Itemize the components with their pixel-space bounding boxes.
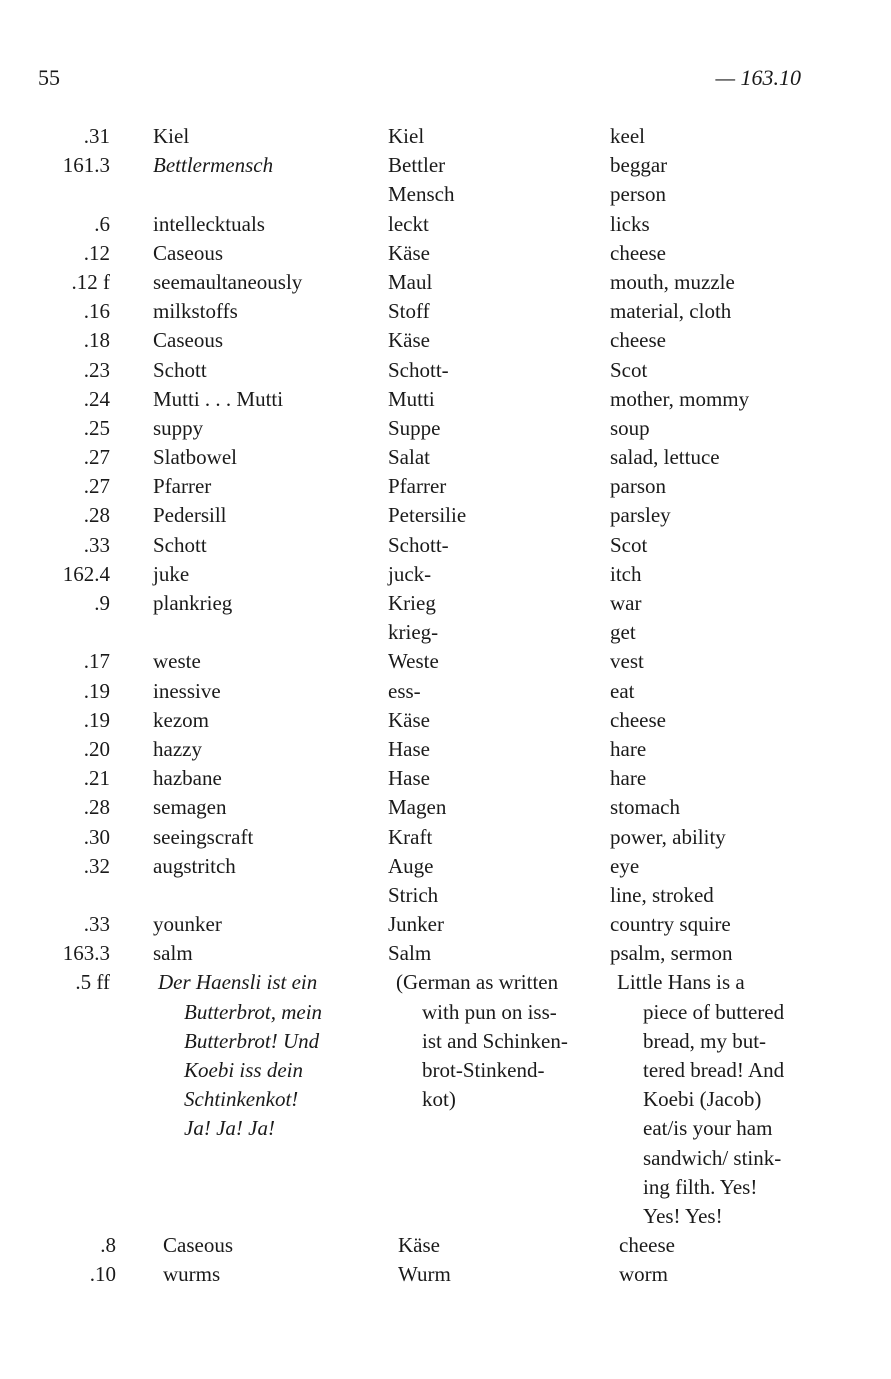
english-gloss: itch — [610, 561, 642, 586]
english-gloss: psalm, sermon — [610, 941, 733, 966]
english-gloss: material, cloth — [610, 299, 732, 324]
wake-passage-line: Butterbrot, mein — [184, 999, 323, 1024]
german-root: Schott- — [388, 357, 449, 382]
english-translation-line: Yes! Yes! — [643, 1203, 723, 1228]
english-gloss: eat — [610, 678, 635, 703]
german-root: Hase — [388, 736, 430, 761]
glossary-row — [0, 501, 891, 530]
wake-word: Pedersill — [153, 503, 227, 528]
line-reference: .21 — [83, 766, 110, 791]
wake-word: seemaultaneously — [153, 269, 303, 294]
line-reference: .17 — [83, 649, 110, 674]
line-reference: .33 — [83, 532, 110, 557]
wake-passage-line: Der Haensli ist ein — [158, 970, 318, 995]
english-gloss: cheese — [619, 1233, 675, 1258]
german-root: Schott- — [388, 532, 449, 557]
german-root: juck- — [388, 561, 432, 586]
glossary-row — [0, 560, 891, 589]
glossary-row — [0, 472, 891, 501]
glossary-row — [0, 939, 891, 968]
german-root: Hase — [388, 766, 430, 791]
wake-word: juke — [153, 561, 190, 586]
english-gloss: parson — [610, 474, 666, 499]
glossary-row — [0, 239, 891, 268]
glossary-row — [0, 589, 891, 618]
english-gloss: line, stroked — [610, 882, 714, 907]
german-root: Käse — [388, 707, 430, 732]
line-reference: .23 — [83, 357, 110, 382]
german-root: Salat — [388, 445, 430, 470]
english-gloss: parsley — [610, 503, 671, 528]
english-gloss: person — [610, 182, 666, 207]
glossary-row — [0, 268, 891, 297]
wake-passage-line: Koebi iss dein — [184, 1058, 303, 1082]
line-reference: .27 — [83, 474, 110, 499]
glossary-block-line — [0, 1173, 891, 1202]
glossary-table — [0, 122, 891, 1290]
glossary-row — [0, 823, 891, 852]
wake-word: milkstoffs — [153, 299, 238, 324]
wake-word: Caseous — [153, 328, 223, 353]
glossary-row — [0, 735, 891, 764]
german-note-line: brot-Stinkend- — [422, 1058, 545, 1082]
german-root: Salm — [388, 941, 432, 966]
english-gloss: cheese — [610, 240, 666, 265]
glossary-block-line — [0, 1114, 891, 1143]
glossary-row — [0, 443, 891, 472]
line-reference: .5 ff — [75, 970, 110, 995]
wake-word: Pfarrer — [153, 474, 212, 499]
glossary-row — [0, 706, 891, 735]
glossary-row — [0, 618, 891, 647]
wake-word: younker — [153, 912, 222, 937]
line-reference: .12 — [83, 240, 110, 265]
wake-word: kezom — [153, 707, 209, 732]
glossary-row — [0, 531, 891, 560]
english-gloss: hare — [610, 736, 647, 761]
glossary-block-line — [0, 1202, 891, 1231]
wake-word: Caseous — [153, 240, 223, 265]
english-gloss: Scot — [610, 357, 648, 382]
glossary-row — [0, 852, 891, 881]
wake-word: hazbane — [153, 766, 222, 791]
line-reference: .25 — [83, 415, 110, 440]
line-reference: .24 — [83, 386, 110, 411]
german-root: Petersilie — [388, 503, 467, 528]
line-reference: .20 — [83, 736, 110, 761]
glossary-row — [0, 122, 891, 151]
wake-word: Slatbowel — [153, 445, 237, 470]
english-gloss: vest — [610, 649, 644, 674]
english-translation-line: Koebi (Jacob) — [643, 1087, 762, 1112]
glossary-row — [0, 326, 891, 355]
line-reference: .8 — [100, 1233, 116, 1258]
english-gloss: keel — [610, 124, 645, 148]
wake-word: seeingscraft — [153, 824, 254, 849]
english-gloss: mouth, muzzle — [610, 269, 735, 294]
line-reference: .9 — [94, 591, 110, 615]
german-root: Käse — [398, 1233, 440, 1258]
glossary-block-line — [0, 1085, 891, 1114]
english-gloss: beggar — [610, 153, 668, 178]
german-root: Strich — [388, 882, 439, 907]
glossary-row — [0, 881, 891, 910]
english-gloss: licks — [610, 211, 650, 236]
german-root: krieg- — [388, 620, 439, 645]
english-translation-line: eat/is your ham — [643, 1116, 773, 1141]
english-gloss: war — [610, 591, 642, 615]
german-root: Krieg — [388, 591, 436, 615]
glossary-row — [0, 297, 891, 326]
line-reference: .32 — [83, 853, 110, 878]
wake-word: salm — [153, 941, 193, 966]
wake-word: semagen — [153, 795, 227, 820]
glossary-block-line — [0, 1144, 891, 1173]
glossary-row — [0, 356, 891, 385]
english-gloss: country squire — [610, 912, 731, 937]
glossary-row — [0, 647, 891, 676]
german-root: Weste — [388, 649, 439, 674]
glossary-row — [0, 385, 891, 414]
english-translation-line: ing filth. Yes! — [643, 1174, 758, 1199]
glossary-block-line — [0, 968, 891, 997]
wake-passage-line: Butterbrot! Und — [184, 1028, 320, 1053]
german-note-line: with pun on iss- — [422, 999, 557, 1024]
german-root: Kiel — [388, 124, 425, 148]
glossary-row — [0, 793, 891, 822]
line-reference: .18 — [83, 328, 110, 353]
german-root: Suppe — [388, 415, 441, 440]
german-root: Stoff — [388, 299, 430, 324]
glossary-row — [0, 1260, 891, 1289]
english-gloss: mother, mommy — [610, 386, 750, 411]
german-root: ess- — [388, 678, 421, 703]
line-reference: 162.4 — [62, 561, 110, 586]
line-reference: .19 — [83, 678, 110, 703]
english-gloss: soup — [610, 415, 650, 440]
english-gloss: eye — [610, 853, 640, 878]
wake-word: weste — [153, 649, 201, 674]
wake-word: wurms — [163, 1262, 221, 1287]
english-gloss: power, ability — [610, 824, 726, 849]
line-reference: .10 — [89, 1262, 116, 1287]
glossary-row — [0, 180, 891, 209]
glossary-row — [0, 1231, 891, 1260]
page-number: 55 — [38, 65, 60, 90]
german-root: Käse — [388, 240, 430, 265]
line-reference: .12 f — [71, 269, 110, 294]
wake-word: Schott — [153, 357, 207, 382]
glossary-row — [0, 151, 891, 180]
english-gloss: cheese — [610, 328, 666, 353]
wake-word: hazzy — [153, 736, 202, 761]
wake-word: intellecktuals — [153, 211, 265, 236]
english-translation-line: Little Hans is a — [617, 970, 745, 995]
wake-word: Schott — [153, 532, 207, 557]
line-reference: .6 — [94, 211, 110, 236]
glossary-block-line — [0, 1056, 891, 1085]
glossary-row — [0, 910, 891, 939]
german-root: Junker — [388, 912, 444, 937]
german-root: Käse — [388, 328, 430, 353]
english-gloss: Scot — [610, 532, 648, 557]
german-note-line: kot) — [422, 1087, 456, 1112]
wake-word: Caseous — [163, 1233, 233, 1258]
line-reference: 161.3 — [62, 153, 110, 178]
line-reference: .30 — [83, 824, 110, 849]
german-root: Wurm — [398, 1262, 451, 1287]
english-gloss: hare — [610, 766, 647, 791]
german-note-line: (German as written — [396, 970, 559, 995]
german-root: leckt — [388, 211, 429, 236]
german-root: Magen — [388, 795, 447, 820]
line-reference: .19 — [83, 707, 110, 732]
wake-passage-line: Schtinkenkot! — [184, 1087, 299, 1112]
german-root: Mutti — [388, 386, 435, 411]
wake-word: Bettlermensch — [153, 153, 274, 178]
german-root: Maul — [388, 269, 433, 294]
glossary-block-line — [0, 1027, 891, 1056]
german-root: Kraft — [388, 824, 433, 849]
line-reference: .28 — [83, 795, 110, 820]
line-reference: .27 — [83, 445, 110, 470]
german-note-line: ist and Schinken- — [422, 1028, 568, 1053]
wake-word: plankrieg — [153, 591, 233, 615]
glossary-row — [0, 414, 891, 443]
wake-word: augstritch — [153, 853, 236, 878]
german-root: Auge — [388, 853, 434, 878]
running-head: — 163.10 — [715, 65, 801, 90]
glossary-row — [0, 677, 891, 706]
english-translation-line: sandwich/ stink- — [643, 1145, 782, 1170]
german-root: Bettler — [388, 153, 446, 178]
wake-passage-line: Ja! Ja! Ja! — [184, 1116, 275, 1141]
english-gloss: worm — [619, 1262, 668, 1287]
wake-word: inessive — [153, 678, 221, 703]
german-root: Pfarrer — [388, 474, 447, 499]
english-translation-line: bread, my but- — [643, 1028, 767, 1053]
line-reference: .31 — [83, 124, 110, 148]
line-reference: .16 — [83, 299, 110, 324]
english-gloss: stomach — [610, 795, 680, 820]
wake-word: Kiel — [153, 124, 190, 148]
english-translation-line: tered bread! And — [643, 1058, 785, 1082]
english-gloss: get — [610, 620, 636, 645]
glossary-row — [0, 764, 891, 793]
english-gloss: cheese — [610, 707, 666, 732]
wake-word: Mutti . . . Mutti — [153, 386, 284, 411]
wake-word: suppy — [153, 415, 204, 440]
german-root: Mensch — [388, 182, 455, 207]
line-reference: 163.3 — [62, 941, 110, 966]
glossary-block-line — [0, 998, 891, 1027]
english-gloss: salad, lettuce — [610, 445, 720, 470]
english-translation-line: piece of buttered — [643, 999, 785, 1024]
glossary-row — [0, 210, 891, 239]
line-reference: .33 — [83, 912, 110, 937]
line-reference: .28 — [83, 503, 110, 528]
